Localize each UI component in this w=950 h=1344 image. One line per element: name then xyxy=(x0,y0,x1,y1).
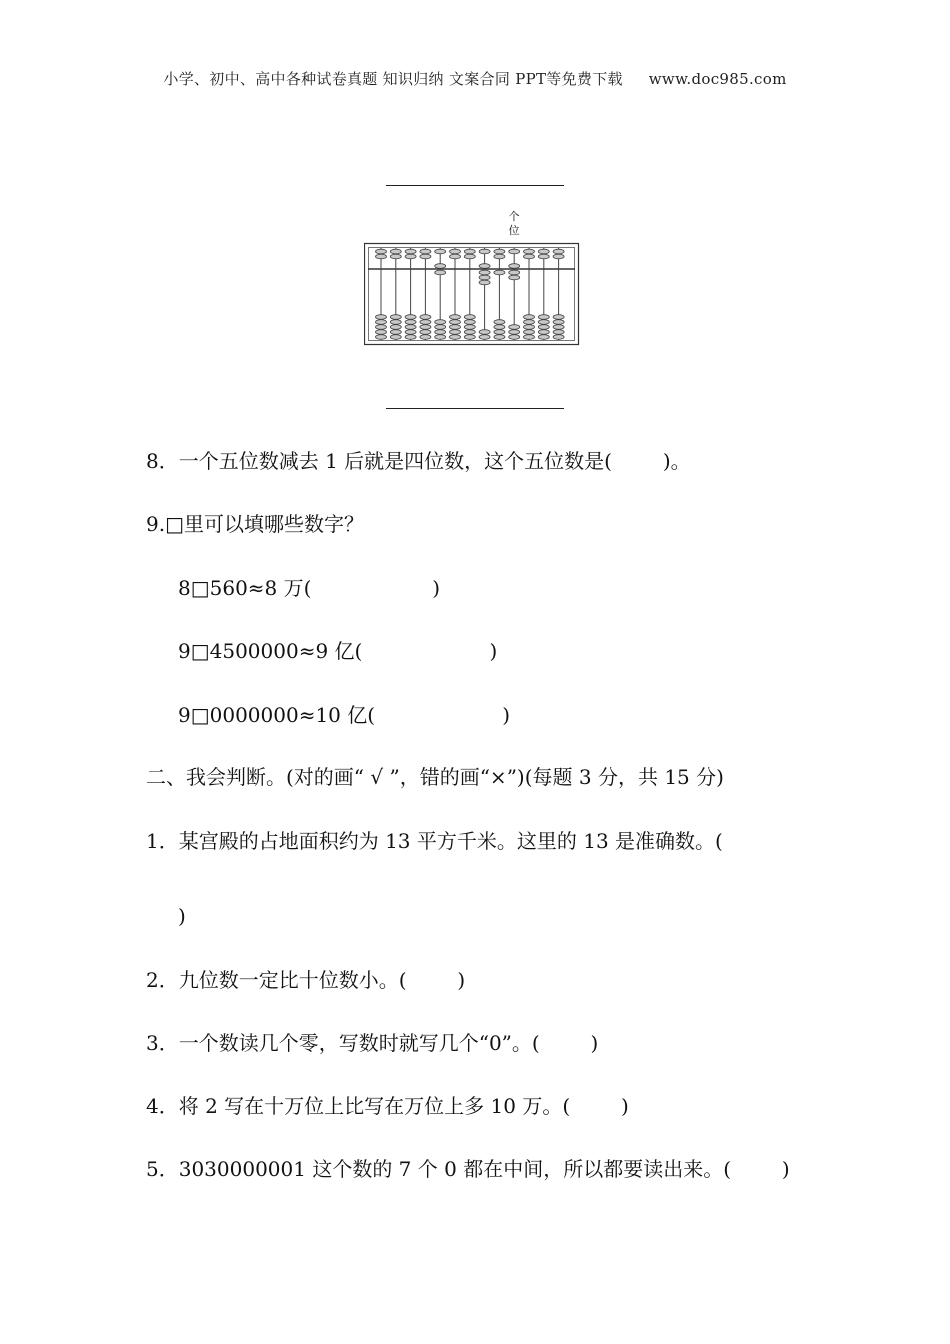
abacus-upper-bead xyxy=(450,249,461,254)
abacus-lower-bead xyxy=(376,315,387,320)
abacus-lower-bead xyxy=(553,320,564,325)
judge-question-1-close: ) xyxy=(178,904,186,928)
abacus-upper-bead xyxy=(509,249,520,254)
abacus-lower-bead xyxy=(450,325,461,330)
header-text: 小学、初中、高中各种试卷真题 知识归纳 文案合同 PPT等免费下载 xyxy=(163,70,623,88)
abacus-lower-bead xyxy=(420,335,431,340)
abacus-lower-bead xyxy=(524,320,535,325)
abacus-lower-bead-active xyxy=(479,270,490,275)
abacus-upper-bead xyxy=(553,249,564,254)
abacus-lower-bead xyxy=(376,335,387,340)
abacus-upper-bead xyxy=(390,249,401,254)
abacus-lower-bead xyxy=(464,325,475,330)
abacus-lower-bead xyxy=(553,325,564,330)
abacus-upper-bead-active xyxy=(435,264,446,269)
abacus-lower-bead xyxy=(420,330,431,335)
abacus-upper-bead xyxy=(464,249,475,254)
abacus-lower-bead xyxy=(420,315,431,320)
abacus-lower-bead xyxy=(494,335,505,340)
abacus-upper-bead xyxy=(420,254,431,259)
abacus-upper-bead xyxy=(524,254,535,259)
abacus-lower-bead xyxy=(538,320,549,325)
abacus-lower-bead xyxy=(376,320,387,325)
abacus-lower-bead xyxy=(450,315,461,320)
question-9a: 8□560≈8 万( ) xyxy=(178,576,441,600)
abacus-lower-bead-active xyxy=(509,270,520,275)
header-site: www.doc985.com xyxy=(648,70,787,88)
abacus-upper-bead xyxy=(538,249,549,254)
abacus-rods xyxy=(376,248,565,340)
abacus-lower-bead xyxy=(553,335,564,340)
abacus-lower-bead xyxy=(538,325,549,330)
judge-question-4: 4．将 2 写在十万位上比写在万位上多 10 万。( ) xyxy=(146,1094,629,1118)
abacus-lower-bead xyxy=(494,325,505,330)
abacus-lower-bead xyxy=(494,320,505,325)
question-9c: 9□0000000≈10 亿( ) xyxy=(178,703,511,727)
abacus-upper-bead xyxy=(405,249,416,254)
abacus-lower-bead xyxy=(390,330,401,335)
abacus-lower-bead xyxy=(509,335,520,340)
section-2-title: 二、我会判断。(对的画“ √ ”，错的画“×”)(每题 3 分，共 15 分) xyxy=(146,765,724,789)
abacus-lower-bead xyxy=(420,325,431,330)
abacus-upper-bead xyxy=(376,249,387,254)
abacus-lower-bead xyxy=(494,330,505,335)
abacus-upper-bead xyxy=(405,254,416,259)
abacus-lower-bead xyxy=(376,325,387,330)
abacus-lower-bead xyxy=(450,320,461,325)
question-9b: 9□4500000≈9 亿( ) xyxy=(178,639,498,663)
abacus-lower-bead xyxy=(464,320,475,325)
abacus-upper-bead xyxy=(376,254,387,259)
abacus-lower-bead xyxy=(405,330,416,335)
abacus-upper-bead xyxy=(494,254,505,259)
judge-question-5: 5．3030000001 这个数的 7 个 0 都在中间，所以都要读出来。( ) xyxy=(146,1157,790,1181)
abacus-upper-bead-active xyxy=(509,264,520,269)
abacus-upper-bead xyxy=(494,249,505,254)
abacus-lower-bead xyxy=(524,315,535,320)
abacus-upper-bead xyxy=(479,249,490,254)
abacus-lower-bead xyxy=(405,315,416,320)
abacus-lower-bead xyxy=(420,320,431,325)
abacus-lower-bead xyxy=(464,315,475,320)
abacus-lower-bead-active xyxy=(479,280,490,285)
question-8: 8．一个五位数减去 1 后就是四位数，这个五位数是( )。 xyxy=(146,449,691,473)
abacus-lower-bead-active xyxy=(494,270,505,275)
abacus-lower-bead xyxy=(450,330,461,335)
abacus-lower-bead xyxy=(509,325,520,330)
answer-blank-top xyxy=(386,185,564,186)
abacus-upper-bead xyxy=(435,249,446,254)
abacus-lower-bead xyxy=(435,320,446,325)
abacus-lower-bead-active xyxy=(479,275,490,280)
abacus-lower-bead-active xyxy=(509,275,520,280)
abacus-lower-bead xyxy=(553,330,564,335)
abacus-lower-bead-active xyxy=(435,270,446,275)
judge-question-1: 1．某宫殿的占地面积约为 13 平方千米。这里的 13 是准确数。( xyxy=(146,829,723,853)
abacus-lower-bead xyxy=(479,330,490,335)
abacus-figure xyxy=(364,210,580,346)
abacus-lower-bead xyxy=(435,325,446,330)
abacus-lower-bead xyxy=(405,335,416,340)
abacus-upper-bead-active xyxy=(479,264,490,269)
abacus-lower-bead xyxy=(405,320,416,325)
abacus-upper-bead xyxy=(390,254,401,259)
page-header xyxy=(0,68,950,89)
question-9-title: 9.□里可以填哪些数字？ xyxy=(146,512,364,536)
abacus-lower-bead xyxy=(376,330,387,335)
abacus-lower-bead xyxy=(390,325,401,330)
abacus-lower-bead xyxy=(538,330,549,335)
abacus-lower-bead xyxy=(464,330,475,335)
abacus-upper-bead xyxy=(538,254,549,259)
abacus-lower-bead xyxy=(538,335,549,340)
abacus-lower-bead xyxy=(390,320,401,325)
abacus-lower-bead xyxy=(390,335,401,340)
abacus-upper-bead xyxy=(553,254,564,259)
abacus-lower-bead xyxy=(390,315,401,320)
abacus-lower-bead xyxy=(509,330,520,335)
abacus-lower-bead xyxy=(538,315,549,320)
judge-question-2: 2．九位数一定比十位数小。( ) xyxy=(146,968,466,992)
abacus-lower-bead xyxy=(524,325,535,330)
abacus-lower-bead xyxy=(435,335,446,340)
abacus-lower-bead xyxy=(524,335,535,340)
abacus-upper-bead xyxy=(450,254,461,259)
abacus-upper-bead xyxy=(464,254,475,259)
abacus-upper-bead xyxy=(524,249,535,254)
abacus-upper-bead xyxy=(420,249,431,254)
judge-question-3: 3．一个数读几个零，写数时就写几个“0”。( ) xyxy=(146,1031,599,1055)
abacus-lower-bead xyxy=(479,335,490,340)
abacus-lower-bead xyxy=(405,325,416,330)
answer-blank-bottom xyxy=(386,408,564,409)
abacus-drawing xyxy=(364,210,580,346)
abacus-lower-bead xyxy=(553,315,564,320)
abacus-lower-bead xyxy=(435,330,446,335)
abacus-lower-bead xyxy=(524,330,535,335)
abacus-lower-bead xyxy=(464,335,475,340)
abacus-lower-bead xyxy=(450,335,461,340)
place-label-ones: 个 位 xyxy=(508,210,520,237)
